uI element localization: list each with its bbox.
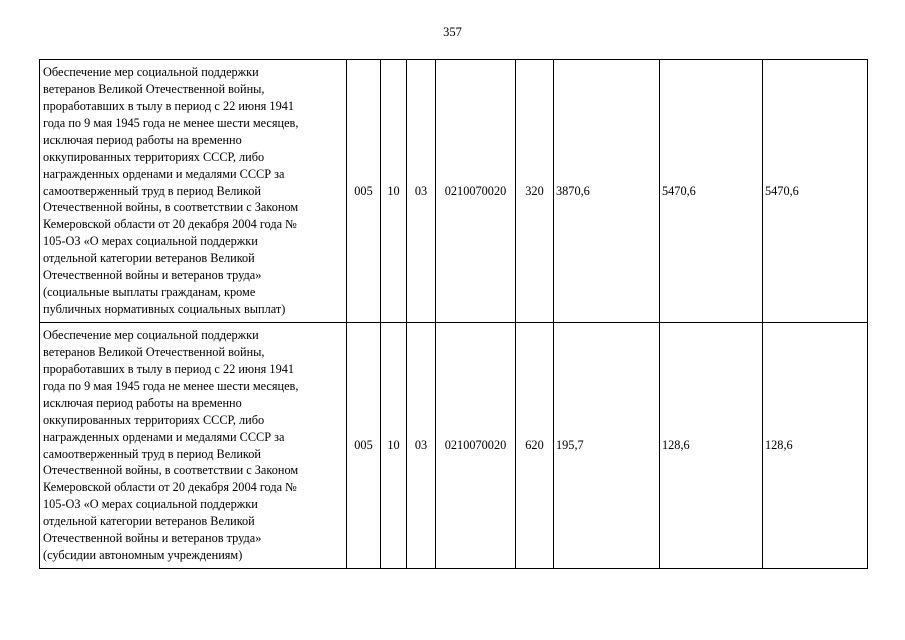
- subsection-code-cell: 03: [407, 323, 436, 569]
- description-line: проработавших в тылу в период с 22 июня 1941: [43, 99, 295, 114]
- description-line: ветеранов Великой Отечественной войны,: [43, 82, 265, 97]
- expense-type-cell: 620: [516, 323, 554, 569]
- description-line: исключая период работы на временно: [43, 395, 242, 410]
- expense-type-cell: 320: [516, 60, 554, 323]
- target-article-cell: 0210070020: [436, 323, 516, 569]
- amount-1-cell: 195,7: [554, 323, 660, 569]
- description-line: награжденных орденами и медалями СССР за: [43, 166, 285, 181]
- description-line: отдельной категории ветеранов Великой: [43, 514, 255, 529]
- section-code-cell: 10: [381, 60, 407, 323]
- description-line: Отечественной войны и ветеранов труда»: [43, 268, 262, 283]
- description-line: оккупированных территориях СССР, либо: [43, 412, 265, 427]
- description-line: отдельной категории ветеранов Великой: [43, 251, 255, 266]
- description-line: исключая период работы на временно: [43, 132, 242, 147]
- description-line: Отечественной войны, в соответствии с Законом: [43, 463, 299, 478]
- description-line: Отечественной войны, в соответствии с Законом: [43, 200, 299, 215]
- description-line: года по 9 мая 1945 года не менее шести месяцев,: [43, 378, 299, 393]
- description-line: Кемеровской области от 20 декабря 2004 года №: [43, 480, 297, 495]
- subsection-code-cell: 03: [407, 60, 436, 323]
- description-cell: [40, 323, 347, 569]
- description-cell: [40, 60, 347, 323]
- description-line: 105-ОЗ «О мерах социальной поддержки: [43, 497, 258, 512]
- amount-2-cell: 5470,6: [660, 60, 763, 323]
- ministry-code-cell: 005: [347, 60, 381, 323]
- target-article-cell: 0210070020: [436, 60, 516, 323]
- amount-3-cell: 5470,6: [763, 60, 868, 323]
- amount-1-cell: 3870,6: [554, 60, 660, 323]
- table-row: [40, 323, 868, 569]
- description-line: оккупированных территориях СССР, либо: [43, 149, 265, 164]
- description-line: (субсидии автономным учреждениям): [43, 547, 243, 562]
- amount-3-cell: 128,6: [763, 323, 868, 569]
- description-line: ветеранов Великой Отечественной войны,: [43, 345, 265, 360]
- ministry-code-cell: 005: [347, 323, 381, 569]
- description-line: награжденных орденами и медалями СССР за: [43, 429, 285, 444]
- description-line: 105-ОЗ «О мерах социальной поддержки: [43, 234, 258, 249]
- description-line: Обеспечение мер социальной поддержки: [43, 328, 259, 343]
- description-line: проработавших в тылу в период с 22 июня 1941: [43, 361, 295, 376]
- description-line: самоотверженный труд в период Великой: [43, 183, 262, 198]
- description-line: самоотверженный труд в период Великой: [43, 446, 262, 461]
- page-number: 357: [443, 25, 462, 39]
- description-line: (социальные выплаты гражданам, кроме: [43, 284, 256, 299]
- budget-table: [39, 59, 868, 569]
- description-line: Кемеровской области от 20 декабря 2004 года №: [43, 217, 297, 232]
- description-line: года по 9 мая 1945 года не менее шести месяцев,: [43, 115, 299, 130]
- amount-2-cell: 128,6: [660, 323, 763, 569]
- description-line: публичных нормативных социальных выплат): [43, 301, 286, 316]
- description-line: Обеспечение мер социальной поддержки: [43, 65, 259, 80]
- section-code-cell: 10: [381, 323, 407, 569]
- description-line: Отечественной войны и ветеранов труда»: [43, 531, 262, 546]
- table-row: [40, 60, 868, 323]
